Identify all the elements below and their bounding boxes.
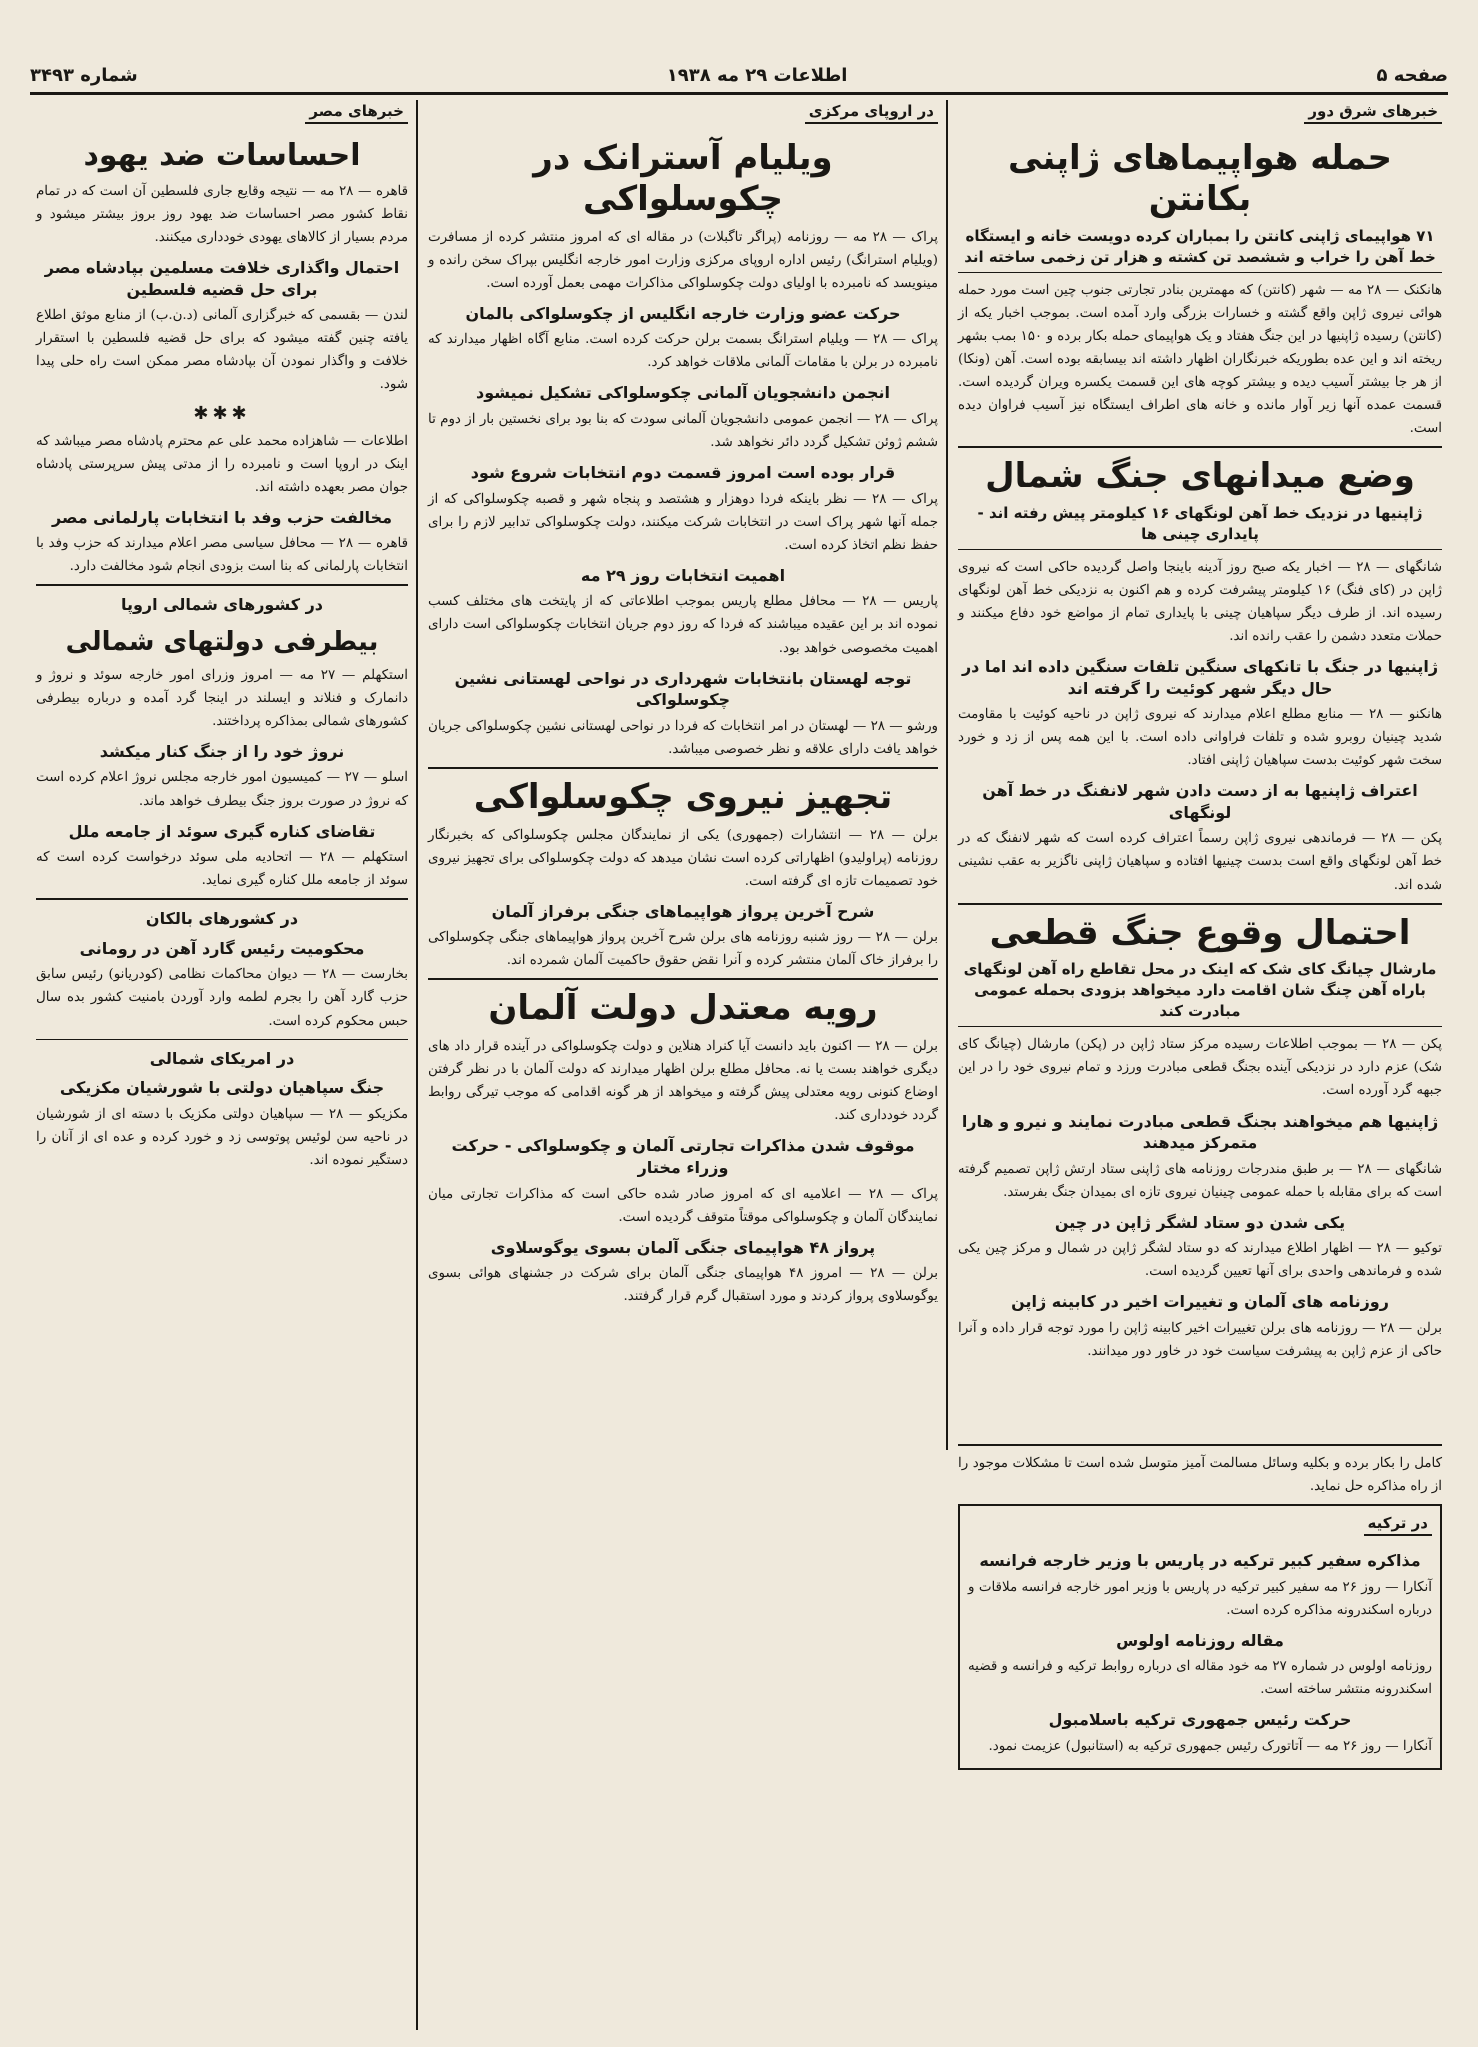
article-body: برلن — ۲۸ — انتشارات (جمهوری) یکی از نمایندگان مجلس چکوسلواکی که بخبرنگار روزنامه (پراولیدو) اظهاراتی کرده است نشان میدهد که دولت چکوسلواکی برای تجهیز نیروی خود تصمیمات تازه ای گرفته است. bbox=[428, 827, 938, 889]
section-head: در امریکای شمالی bbox=[149, 1048, 295, 1068]
deck-decisive-battle: مارشال چیانگ کای شک که اینک در محل تقاطع راه آهن لونگهای باراه آهن چنگ شان اقامت دارد میخواهد بزودی بحمله عمومی مبادرت کند bbox=[958, 959, 1442, 1027]
subhead: محکومیت رئیس گارد آهن در رومانی bbox=[79, 938, 365, 958]
far-east-column bbox=[952, 98, 1448, 1433]
divider bbox=[36, 1039, 408, 1040]
section-tag-turkey: در ترکیه bbox=[1364, 1514, 1432, 1536]
article-body: استکهلم — ۲۷ مه — امروز وزرای امور خارجه سوئد و نروژ و دانمارک و فنلاند و ایسلند در اینجا گرد آمده و درباره بیطرفی کشورهای شمالی بمذاکره پرداختند. bbox=[36, 667, 408, 729]
headline-canton-raid: حمله هواپیماهای ژاپنی بکانتن bbox=[1008, 138, 1392, 219]
subhead: ژاپنیها هم میخواهند بجنگ قطعی مبادرت نمایند و نیرو و هارا متمرکز میدهند bbox=[961, 1111, 1439, 1153]
headline-decisive-battle: احتمال وقوع جنگ قطعی bbox=[989, 912, 1411, 953]
headline-nordic-neutrality: بیطرفی دولتهای شمالی bbox=[65, 626, 379, 657]
headline-strang-czechoslovakia: ویلیام آسترانک در چکوسلواکی bbox=[533, 138, 833, 219]
article-body: توکیو — ۲۸ — اظهار اطلاع میدارند که دو ستاد لشگر ژاپن در شمال و مرکز چین یکی شده و فرماندهی واحدی برای آنها تعیین گردیده است. bbox=[958, 1241, 1442, 1280]
divider bbox=[36, 584, 408, 586]
subhead: پرواز ۴۸ هواپیمای جنگی آلمان بسوی یوگوسلاوی bbox=[490, 1237, 876, 1257]
page-number: صفحه ۵ bbox=[1376, 64, 1448, 86]
section-tag-egypt: خبرهای مصر bbox=[305, 102, 408, 124]
divider bbox=[36, 898, 408, 900]
article-body: هانکنو — ۲۸ — منابع مطلع اعلام میدارند که نیروی ژاپن در ناحیه کوئیت با مقاومت شدید چینیان روبرو شده و تلفات فراوانی داده است. با این همه پس از زد و خورد سخت شهر کوئیت بدست سپاهیان ژاپنی افتاد. bbox=[958, 707, 1442, 769]
divider bbox=[958, 903, 1442, 905]
subhead: یکی شدن دو ستاد لشگر ژاپن در چین bbox=[1054, 1212, 1346, 1232]
headline-czech-mobilization: تجهیز نیروی چکوسلواکی bbox=[473, 776, 893, 817]
article-body: شانگهای — ۲۸ — اخبار یکه صبح روز آدینه باینجا واصل گردیده حاکی است که نیروی ژاپن در (کای فنگ) ۱۶ کیلومتر پیشرفت کرده و هم اکنون به نزدیکی خط آهن لونگهای رسیده اند. از طرف دیگر سپاهیان چینی با پایداری تمام از مواضع خود دفاع میکنند و حملات متعدد دشمن را عقب رانده اند. bbox=[958, 559, 1442, 644]
subhead: روزنامه های آلمان و تغییرات اخیر در کابینه ژاپن bbox=[1011, 1292, 1389, 1312]
turkey-section bbox=[952, 1438, 1448, 2018]
headline-northern-front: وضع میدانهای جنگ شمال bbox=[985, 455, 1415, 496]
subhead: موقوف شدن مذاکرات تجارتی آلمان و چکوسلواکی - حرکت وزراء مختار bbox=[451, 1136, 915, 1178]
article-body: مکزیکو — ۲۸ — سپاهیان دولتی مکزیک با دسته ای از شورشیان در ناحیه سن لوئیس پوتوسی زد و خورد کرده و عده ای از آنان را دستگیر نموده اند. bbox=[36, 1106, 408, 1168]
headline-anti-jewish: احساسات ضد یهود bbox=[83, 138, 361, 173]
article-body: اطلاعات — شاهزاده محمد علی عم محترم پادشاه مصر میباشد که اینک در اروپا است و نامبرده را از مدتی پیش سرپرستی پادشاه جوان مصر بعهده داشته اند. bbox=[36, 433, 408, 495]
subhead: جنگ سپاهیان دولتی با شورشیان مکزیکی bbox=[59, 1078, 385, 1098]
egypt-column bbox=[30, 98, 414, 2028]
article-body: برلن — ۲۸ — اکنون باید دانست آیا کنراد هنلاین و دولت چکوسلواکی در آینده قرار داد های دیگری خواهند بست یا نه. محافل مطلع برلن اظهار میدارند که دولت آلمان با در نظر گرفتن اوضاع کنونی رویه معتدلی پیش گرفته و میخواهد از هر گونه اقدامی که موجب تیرگی روابط گردد خودداری کند. bbox=[428, 1039, 939, 1124]
issue-number: شماره ۳۴۹۳ bbox=[30, 64, 138, 86]
subhead: قرار بوده است امروز قسمت دوم انتخابات شروع شود bbox=[470, 463, 896, 483]
article-body: کامل را بکار برده و بکلیه وسائل مسالمت آمیز متوسل شده است تا مشکلات موجود را از راه مذاکره حل نماید. bbox=[958, 1456, 1442, 1495]
article-body: بخارست — ۲۸ — دیوان محاکمات نظامی (کودریانو) رئیس سابق حزب گارد آهن را بجرم لطمه وارد آوردن بامنیت کشور بده سال حبس محکوم کرده است. bbox=[36, 967, 408, 1029]
article-body: پراک — ۲۸ — نظر باینکه فردا دوهزار و هشتصد و پنجاه شهر و قصبه چکوسلواکی که از جمله آنها شهر پراک است در انتخابات شرکت میکنند، دولت چکوسلواکی تدابیر لازم را برای حفظ نظم اتخاذ کرده است. bbox=[428, 491, 938, 553]
section-head: در کشورهای بالکان bbox=[145, 909, 299, 929]
article-body: برلن — ۲۸ — روزنامه های برلن تغییرات اخیر کابینه ژاپن را مورد توجه قرار داده و آنرا حاکی از عزم ژاپن به پیشرفت سیاست خود در خاور دور میدانند. bbox=[958, 1321, 1442, 1360]
article-body: پکن — ۲۸ — فرماندهی نیروی ژاپن رسماً اعتراف کرده است که شهر لانفنگ که در خط آهن لونگهای واقع است بدست چینیها افتاده و سپاهیان ژاپنی ناگزیر به عقب نشینی شده اند. bbox=[958, 831, 1442, 893]
article-body: پاریس — ۲۸ — محافل مطلع پاریس بموجب اطلاعاتی که از پایتخت های مختلف کسب نموده اند بر این عقیده میباشند که فردا که روز دوم جریان انتخابات چکوسلواکی است دارای اهمیت مخصوصی خواهد بود. bbox=[428, 594, 938, 656]
subhead: حرکت رئیس جمهوری ترکیه باسلامبول bbox=[1048, 1710, 1352, 1730]
section-tag-far-east: خبرهای شرق دور bbox=[1304, 102, 1442, 124]
article-body: پکن — ۲۸ — بموجب اطلاعات رسیده مرکز ستاد ژاپن در (پکن) مارشال (چیانگ کای شک) عزم دارد در نزدیکی آینده بجنگ قطعی مبادرت ورزد و تمام نیروی خود را در این جبهه گرد آورده است. bbox=[958, 1037, 1442, 1099]
subhead: اهمیت انتخابات روز ۲۹ مه bbox=[580, 565, 786, 585]
divider bbox=[428, 767, 938, 769]
section-tag-europe: در اروپای مرکزی bbox=[805, 102, 938, 124]
article-body: روزنامه اولوس در شماره ۲۷ مه خود مقاله ای درباره روابط ترکیه و فرانسه و قضیه اسکندرونه منتشر ساخته است. bbox=[968, 1659, 1432, 1698]
star-ornament: ✱✱✱ bbox=[193, 402, 251, 424]
subhead: احتمال واگذاری خلافت مسلمین بپادشاه مصر برای حل قضیه فلسطین bbox=[44, 258, 400, 299]
subhead: تقاضای کناره گیری سوئد از جامعه ملل bbox=[68, 821, 376, 841]
article-body: استکهلم — ۲۸ — اتحادیه ملی سوئد درخواست کرده است که سوئد از جامعه ملل کناره گیری نماید. bbox=[36, 850, 409, 889]
article-body: آنکارا — روز ۲۶ مه — آتاتورک رئیس جمهوری ترکیه به (استانبول) عزیمت نمود. bbox=[988, 1739, 1432, 1755]
subhead: مقاله روزنامه اولوس bbox=[1116, 1630, 1284, 1650]
subhead: ژاپنیها در جنگ با تانکهای سنگین تلفات سنگین داده اند اما در حال دیگر شهر کوئیت را گرفته اند bbox=[961, 656, 1439, 698]
article-body: هانکنک — ۲۸ مه — شهر (کانتن) که مهمترین بنادر تجارتی جنوب چین است مورد حمله هوائی نیروی ژاپن واقع گشته و خسارات بزرگی وارد آمده است. بموجب اخبار یکه از (کانتن) رسیده ژاپنیها در این جنگ هفتاد و یک هواپیمای حمله بکار برده و ۱۵۰ بمب بشهر ریخته اند و این عده بطوریکه خبرنگاران اظهار داشته اند بیسابقه بوده است. آهن (ونکا) از هر جا بیشتر آسیب دیده و بیشتر کوچه های این قسمت یکسره ویران گردیده است. قسمت عمده آنها زیر آوار مانده و خانه های اطراف ایستگاه نیز آسیب فراوان دیده است. bbox=[958, 282, 1442, 436]
article-body: قاهره — ۲۸ مه — نتیجه وقایع جاری فلسطین آن است که در تمام نقاط کشور مصر احساسات ضد یهود روز بروز بیشتر میشود و مردم بسیار از کالاهای یهودی خودداری میکنند. bbox=[36, 184, 408, 246]
issue-date: اطلاعات ۲۹ مه ۱۹۳۸ bbox=[666, 64, 848, 86]
column-rule bbox=[416, 100, 418, 2030]
divider bbox=[428, 978, 938, 980]
article-body: پراک — ۲۸ — اعلامیه ای که امروز صادر شده حاکی است که مذاکرات تجارتی میان نمایندگان آلمان و چکوسلواکی موقتاً متوقف گردیده است. bbox=[428, 1186, 938, 1225]
article-body: آنکارا — روز ۲۶ مه سفیر کبیر ترکیه در پاریس با وزیر امور خارجه فرانسه ملاقات و درباره اسکندرونه مذاکره کرده است. bbox=[968, 1579, 1433, 1618]
divider bbox=[958, 446, 1442, 448]
subhead: حرکت عضو وزارت خارجه انگلیس از چکوسلواکی بالمان bbox=[465, 303, 901, 323]
subhead: انجمن دانشجویان آلمانی چکوسلواکی تشکیل نمیشود bbox=[476, 383, 890, 403]
subhead: مذاکره سفیر کبیر ترکیه در پاریس با وزیر خارجه فرانسه bbox=[979, 1551, 1421, 1571]
article-body: پراک — ۲۸ — انجمن عمومی دانشجویان آلمانی سودت که بنا بود برای نخستین بار از دوم تا ششم ژوئن تشکیل گردد دائر نخواهد شد. bbox=[428, 412, 938, 451]
deck-canton-raid: ۷۱ هواپیمای ژاپنی کانتن را بمباران کرده دویست خانه و ایستگاه خط آهن را خراب و ششصد تن کشته و هزار تن زخمی ساخته اند bbox=[958, 226, 1442, 273]
central-europe-column bbox=[422, 98, 944, 2028]
column-rule bbox=[946, 100, 948, 1450]
headline-german-moderation: رویه معتدل دولت آلمان bbox=[488, 988, 878, 1029]
subhead: اعتراف ژاپنیها به از دست دادن شهر لانفنگ در خط آهن لونگهای bbox=[982, 781, 1418, 822]
subhead: مخالفت حزب وفد با انتخابات پارلمانی مصر bbox=[51, 507, 392, 527]
article-body: ورشو — ۲۸ — لهستان در امر انتخابات که فردا در نواحی لهستانی نشین چکوسلواکی جریان خواهد یافت دارای علاقه و نظر خصوصی میباشد. bbox=[428, 718, 939, 757]
article-body: قاهره — ۲۸ — محافل سیاسی مصر اعلام میدارند که حزب وفد با انتخابات پارلمانی که بنا است بزودی انجام شود مخالفت دارد. bbox=[36, 536, 408, 575]
deck-northern-front: ژاپنیها در نزدیک خط آهن لونگهای ۱۶ کیلومتر پیش رفته اند - پایداری چینی ها bbox=[958, 503, 1442, 550]
turkey-box bbox=[958, 1504, 1442, 1770]
subhead: شرح آخرین پرواز هواپیماهای جنگی برفراز آلمان bbox=[491, 901, 875, 921]
article-body: برلن — ۲۸ — روز شنبه روزنامه های برلن شرح آخرین پرواز هواپیماهای جنگی چکوسلواکی را برفراز خاک آلمان منتشر کرده و آنرا نقض حقوق حاکمیت آلمان شمرده اند. bbox=[428, 930, 939, 969]
article-body: پراک — ۲۸ — ویلیام استرانگ بسمت برلن حرکت کرده است. منابع آگاه اظهار میدارند که نامبرده در برلن با مقامات آلمانی ملاقات خواهد کرد. bbox=[428, 332, 939, 371]
divider bbox=[958, 1444, 1442, 1446]
subhead: توجه لهستان بانتخابات شهرداری در نواحی لهستانی نشین چکوسلواکی bbox=[454, 668, 912, 710]
article-body: پراک — ۲۸ مه — روزنامه (پراگر تاگبلات) در مقاله ای که امروز منتشر کرده از مسافرت (ویلیام استرانگ) رئیس اداره اروپای مرکزی وزارت امور خارجه انگلیس بپراک سخن رانده و مینویسد که نامبرده با اولیای دولت چکوسلواکی مذاکرات مهمی بعمل آورده است. bbox=[428, 229, 938, 291]
section-head: در کشورهای شمالی اروپا bbox=[120, 595, 324, 615]
article-body: شانگهای — ۲۸ — بر طبق مندرجات روزنامه های ژاپنی ستاد ارتش ژاپن تصمیم گرفته است که برای مقابله با حمله عمومی چینیان نیروی تازه ای بمیدان جنگ بفرستد. bbox=[958, 1161, 1442, 1200]
article-body: اسلو — ۲۷ — کمیسیون امور خارجه مجلس نروژ اعلام کرده است که نروژ در صورت بروز جنگ بیطرف خواهد ماند. bbox=[36, 770, 408, 809]
subhead: نروژ خود را از جنگ کنار میکشد bbox=[99, 741, 345, 761]
article-body: لندن — بقسمی که خبرگزاری آلمانی (د.ن.ب) از منابع موثق اطلاع یافته چنین گفته میشود که برای حل قضیه فلسطین با استقرار خلافت و واگذار نمودن آن بپادشاه مصر ممکن است راه حلی پیدا شود. bbox=[36, 308, 408, 393]
article-body: برلن — ۲۸ — امروز ۴۸ هواپیمای جنگی آلمان برای شرکت در جشنهای هوائی بسوی یوگوسلاوی پرواز کردند و مورد استقبال گرم قرار گرفتند. bbox=[428, 1266, 938, 1305]
masthead bbox=[30, 58, 1448, 95]
